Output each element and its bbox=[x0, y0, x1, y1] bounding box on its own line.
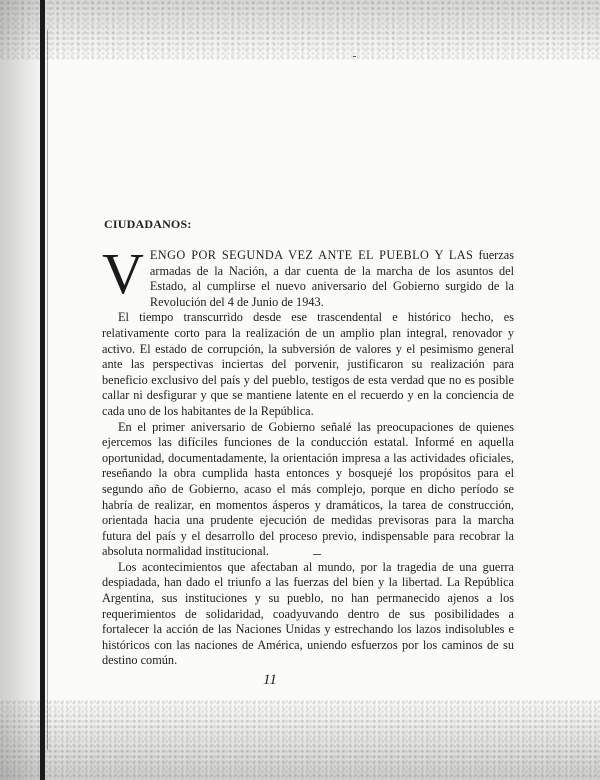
opening-caps-lead: ENGO POR SEGUNDA VEZ ANTE EL PUEBLO Y LAS bbox=[149, 248, 474, 262]
scan-noise-top bbox=[0, 0, 600, 60]
body-text bbox=[102, 241, 514, 669]
binding-edge-line-thin bbox=[47, 30, 48, 750]
opening-text: fuerzas armadas de la Nación, a dar cuenta de la marcha de los asuntos del Estado, al cumplirse el nuevo aniversario del Gobierno surgido de la Revolución del 4 de Junio de 1943. bbox=[149, 248, 514, 309]
scan-noise-bottom bbox=[0, 700, 600, 780]
paragraph: El tiempo transcurrido desde ese trascendental e histórico hecho, es relativamente corto para la realización de un amplio plan integral, renovador y activo. El estado de corrupción, la subversión de valores y el pesimismo general ante las perspectivas inciertas del porvenir, justificaron su realización para beneficio exclusivo del país y del pueblo, testigos de esta verdad que no es posible callar ni desfigurar y que se mantiene latente en el recuerdo y en la conciencia de cada uno de los habitantes de la República. bbox=[102, 310, 514, 418]
binding-edge-line bbox=[40, 0, 45, 780]
drop-cap: V bbox=[102, 241, 144, 306]
opening-paragraph bbox=[102, 241, 514, 310]
paragraph: En el primer aniversario de Gobierno señalé las preocupaciones de quienes ejercemos las difíciles funciones de la conducción estatal. Informé en aquella oportunidad, documentadamente, la orientación impresa a las actividades oficiales, reseñando la obra cumplida hasta entonces y bosquejé los propósitos para el segundo año de Gobierno, acaso el más complejo, porque en dicho período se habría de realizar, en momentos ásperos y dramáticos, la tarea de construcción, orientada hacia una prudente ejecución de medidas previsoras para la marcha futura del país y el desarrollo del proceso previo, indispensable para recobrar la absoluta normalidad institucional. bbox=[102, 419, 514, 559]
scan-speck bbox=[353, 56, 356, 57]
page-number: 11 bbox=[263, 672, 277, 688]
salutation-heading: CIUDADANOS: bbox=[104, 217, 192, 231]
paragraph: Los acontecimientos que afectaban al mundo, por la tragedia de una guerra despiadada, han dado el triunfo a las fuerzas del bien y la libertad. La República Argentina, sus instituciones y su pueblo, no han permanecido ajenos a los requerimientos de solidaridad, coadyuvando dentro de sus posibilidades a fortalecer la acción de las Naciones Unidas y estrechando los lazos indisolubles e históricos con las naciones de América, uniendo esfuerzos por los caminos de su destino común. bbox=[102, 559, 514, 668]
scan-speck bbox=[313, 554, 321, 555]
